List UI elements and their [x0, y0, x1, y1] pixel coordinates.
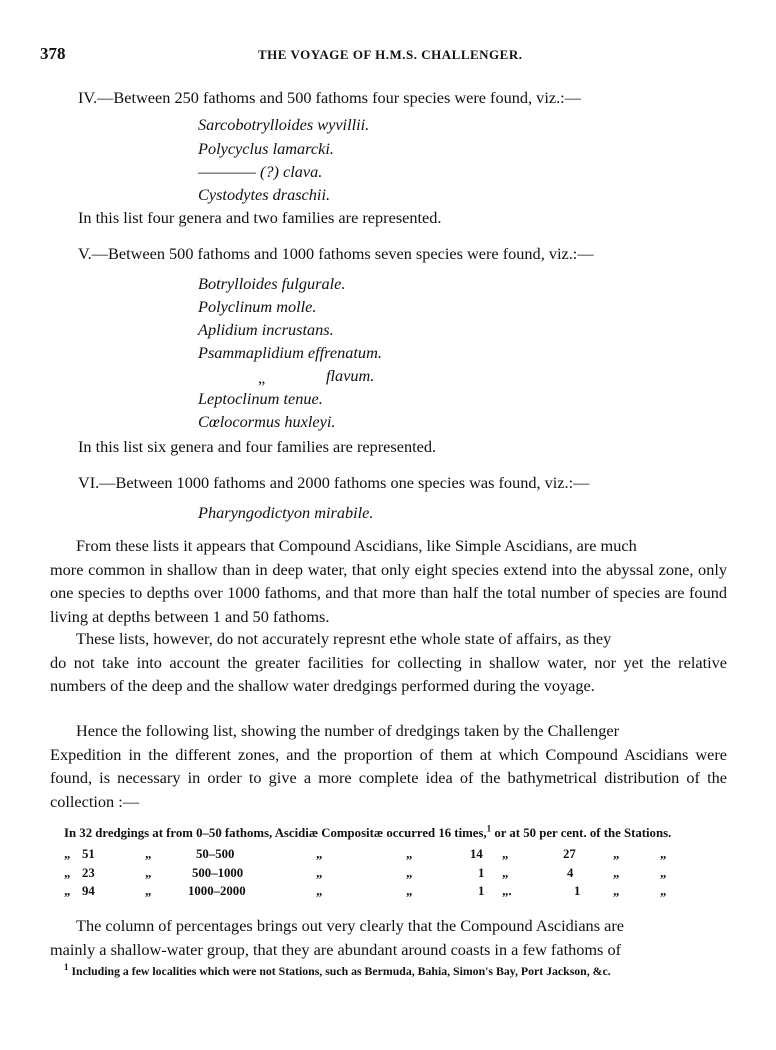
- species-item: Pharyngodictyon mirabile.: [198, 503, 374, 522]
- ditto-mark: „: [613, 847, 620, 861]
- paragraph-line: The column of percentages brings out very clearly that the Compound Ascidians are: [76, 916, 624, 935]
- percent-value: 1: [574, 884, 581, 898]
- running-title: THE VOYAGE OF H.M.S. CHALLENGER.: [258, 47, 523, 62]
- ditto-mark: „: [316, 884, 323, 898]
- ditto-mark: „: [406, 866, 413, 880]
- table-row: [0, 866, 776, 884]
- species-item: Polyclinum molle.: [198, 297, 317, 316]
- species-item: Sarcobotrylloides wyvillii.: [198, 115, 370, 134]
- table-row: [0, 884, 776, 902]
- section-iv-summary: In this list four genera and two families are represented.: [78, 208, 442, 227]
- footnote-ref: 1: [486, 823, 492, 834]
- footnote: [64, 964, 611, 979]
- ditto-mark: „.: [502, 884, 512, 898]
- ditto-mark: „: [660, 884, 667, 898]
- times-count: 1: [478, 866, 485, 880]
- section-vi-heading: VI.—Between 1000 fathoms and 2000 fathoms one species was found, viz.:—: [78, 473, 590, 492]
- ditto-mark: „: [502, 866, 509, 880]
- section-v-summary: In this list six genera and four families are represented.: [78, 437, 437, 456]
- ditto-mark: „: [316, 866, 323, 880]
- species-item: Aplidium incrustans.: [198, 320, 334, 339]
- table-row-text: or at 50 per cent. of the Stations.: [491, 826, 672, 840]
- ditto-mark: „: [613, 884, 620, 898]
- species-item: Cœlocormus huxleyi.: [198, 412, 336, 431]
- dredgings-count: 94: [82, 884, 95, 898]
- paragraph: [50, 627, 727, 698]
- ditto-mark: „: [406, 884, 413, 898]
- species-item: flavum.: [326, 366, 375, 385]
- species-item: Cystodytes draschii.: [198, 185, 331, 204]
- percent-value: 4: [567, 866, 574, 880]
- depth-range: 1000–2000: [188, 884, 246, 898]
- ditto-mark: „: [406, 847, 413, 861]
- ditto-mark: „: [660, 866, 667, 880]
- paragraph-line: From these lists it appears that Compound Ascidians, like Simple Ascidians, are much: [76, 536, 637, 555]
- paragraph-text: Expedition in the different zones, and the proportion of them at which Compound Ascidians were found, is necessary in order to give a more complete idea of the bathymetrical distribution of the collection :—: [50, 744, 727, 811]
- species-item: Psammaplidium effrenatum.: [198, 343, 382, 362]
- table-row-text: In 32 dredgings at from 0–50 fathoms, Ascidiæ Compositæ occurred 16 times,: [64, 826, 487, 840]
- footnote-mark: 1: [64, 962, 69, 973]
- ditto-mark: „: [145, 866, 152, 880]
- paragraph-text: more common in shallow than in deep water, that only eight species extend into the abyssal zone, only one species to depths over 1000 fathoms, and that more than half the total number of species are found living at depths between 1 and 50 fathoms.: [50, 559, 727, 626]
- dredgings-count: 23: [82, 866, 95, 880]
- times-count: 1: [478, 884, 485, 898]
- page-number: 378: [40, 44, 66, 63]
- times-count: 14: [470, 847, 483, 861]
- ditto-mark: „: [64, 884, 71, 898]
- ditto-mark: „: [502, 847, 509, 861]
- paragraph: [50, 719, 727, 813]
- paragraph-text: mainly a shallow-water group, that they are abundant around coasts in a few fathoms of: [50, 939, 622, 959]
- percent-value: 27: [563, 847, 576, 861]
- species-item: ———— (?) clava.: [198, 162, 323, 181]
- table-row: [0, 847, 776, 865]
- footnote-text: Including a few localities which were not Stations, such as Bermuda, Bahia, Simon's Bay, Port Jackson, &c.: [68, 964, 611, 978]
- paragraph-text: do not take into account the greater facilities for collecting in shallow water, nor yet the relative numbers of the deep and the shallow water dredgings performed during the voyage.: [50, 652, 727, 696]
- paragraph-line: Hence the following list, showing the number of dredgings taken by the Challenger: [76, 721, 620, 740]
- dredgings-count: 51: [82, 847, 95, 861]
- table-header-row: [64, 823, 672, 841]
- species-item: Leptoclinum tenue.: [198, 389, 323, 408]
- ditto-mark: „: [660, 847, 667, 861]
- depth-range: 50–500: [196, 847, 235, 861]
- ditto-mark: „: [145, 884, 152, 898]
- species-item: Botrylloides fulgurale.: [198, 274, 346, 293]
- species-item: Polycyclus lamarcki.: [198, 139, 334, 158]
- ditto-mark: „: [613, 866, 620, 880]
- paragraph-line: These lists, however, do not accurately represnt ethe whole state of affairs, as they: [76, 629, 612, 648]
- depth-range: 500–1000: [192, 866, 244, 880]
- ditto-mark: „: [64, 866, 71, 880]
- section-v-heading: V.—Between 500 fathoms and 1000 fathoms seven species were found, viz.:—: [78, 244, 594, 263]
- paragraph: [50, 914, 727, 961]
- ditto-mark: „: [145, 847, 152, 861]
- ditto-mark: „: [64, 847, 71, 861]
- ditto-mark: „: [316, 847, 323, 861]
- ditto-mark: „: [258, 368, 266, 387]
- paragraph: [50, 534, 727, 628]
- section-iv-heading: IV.—Between 250 fathoms and 500 fathoms four species were found, viz.:—: [78, 88, 581, 107]
